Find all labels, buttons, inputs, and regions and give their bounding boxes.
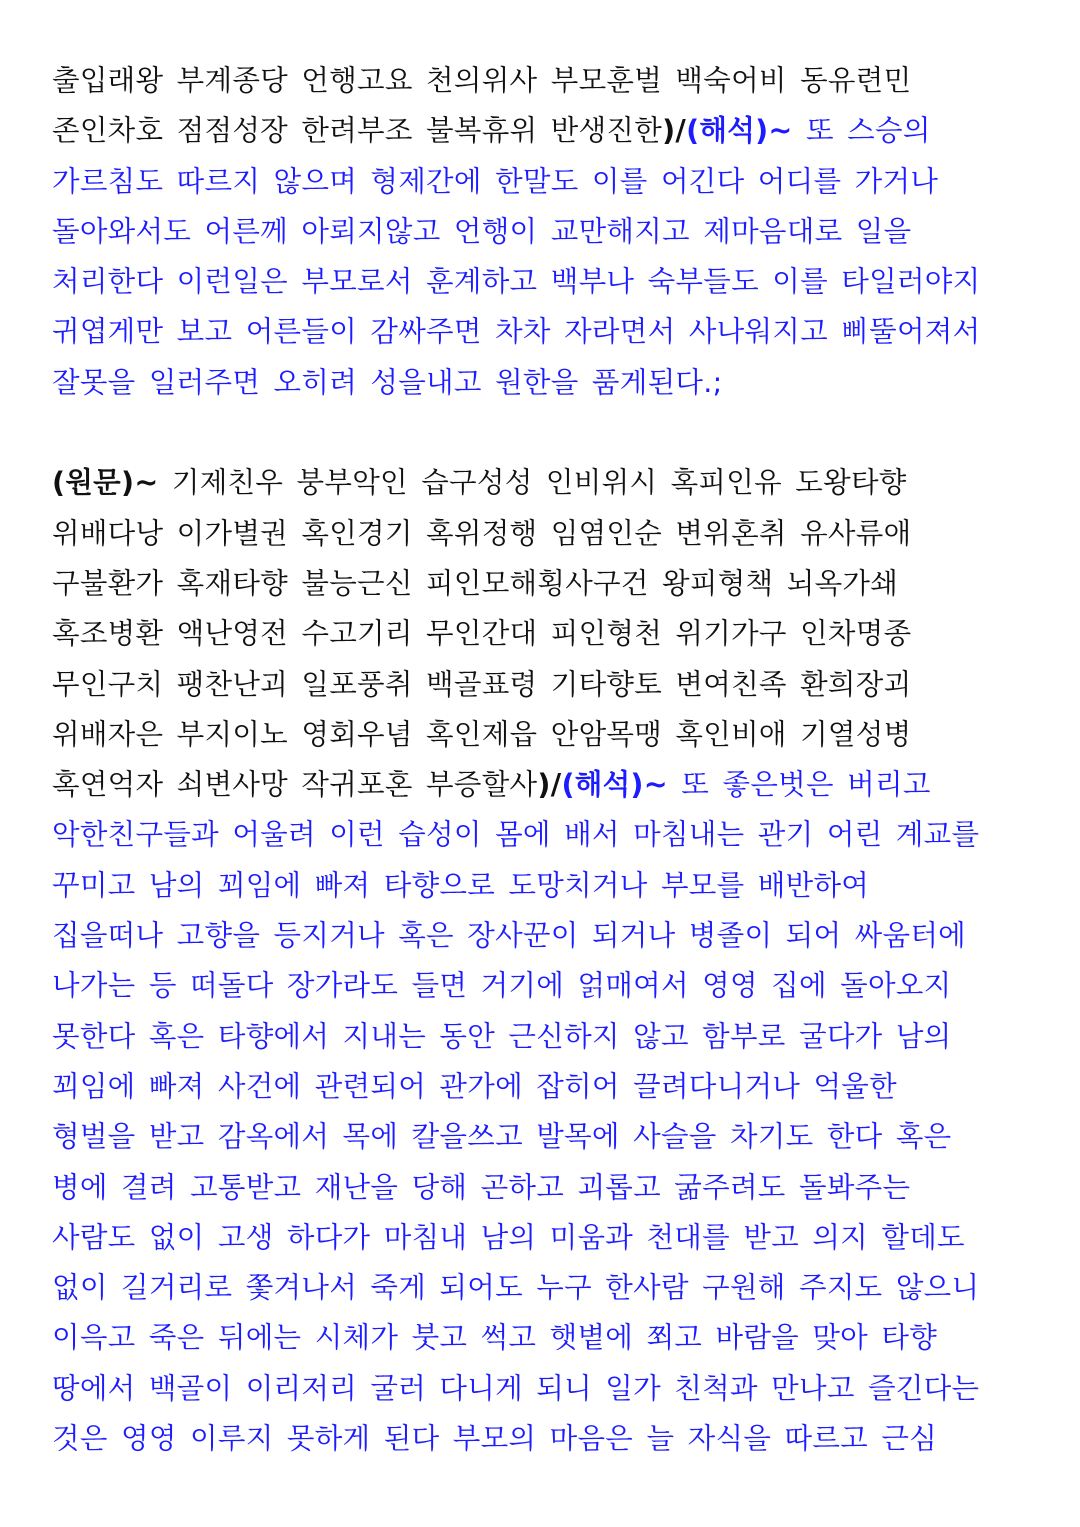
- original-text-line: 혹조병환 액난영전 수고기리 무인간대 피인형천 위기가구 인차명종: [52, 617, 912, 651]
- original-text-line: 위배자은 부지이노 영회우념 혹인제읍 안암목맹 혹인비애 기열성병: [52, 717, 912, 751]
- translation-line: 꾀임에 빠져 사건에 관련되어 관가에 잡히어 끌려다니거나 억울한: [52, 1069, 897, 1103]
- translation-line: 꾸미고 남의 꾀임에 빠져 타향으로 도망치거나 부모를 배반하여: [52, 868, 870, 902]
- original-text-line: [52, 458, 1052, 508]
- translation-text: 또 좋은벗은 버리고: [667, 768, 931, 802]
- translation-line: 없이 길거리로 쫓겨나서 죽게 되어도 누구 한사람 구원해 주지도 않으니: [52, 1271, 980, 1305]
- translation-line: 처리한다 이런일은 부모로서 훈계하고 백부나 숙부들도 이를 타일러야지: [52, 265, 981, 299]
- original-label: (원문)~: [52, 466, 159, 500]
- original-text-line: 무인구치 팽찬난괴 일포풍취 백골표령 기타향토 변여친족 환희장괴: [52, 667, 912, 701]
- translation-line: 사람도 없이 고생 하다가 마침내 남의 미움과 천대를 받고 의지 할데도: [52, 1220, 965, 1254]
- translation-label: (해석)~: [561, 768, 668, 802]
- translation-line: 못한다 혹은 타향에서 지내는 동안 근신하지 않고 함부로 굴다가 남의: [52, 1019, 952, 1053]
- translation-line: 귀엽게만 보고 어른들이 감싸주면 차차 자라면서 사나워지고 삐뚤어져서: [52, 315, 981, 349]
- paragraph-gap: [52, 408, 1052, 458]
- translation-label: (해석)~: [686, 114, 793, 148]
- original-close-marker: )/: [662, 114, 687, 148]
- translation-line: 형벌을 받고 감옥에서 목에 칼을쓰고 발목에 사슬을 차기도 한다 혹은: [52, 1120, 952, 1154]
- translation-text: 또 스승의: [792, 114, 931, 148]
- original-text: 존인차호 점점성장 한려부조 불복휴위 반생진한: [52, 114, 663, 148]
- original-text: 기제친우 붕부악인 습구성성 인비위시 혹피인유 도왕타향: [158, 466, 907, 500]
- translation-line: 땅에서 백골이 이리저리 굴러 다니게 되니 일가 친척과 만나고 즐긴다는: [52, 1371, 980, 1405]
- original-text-line: 구불환가 혹재타향 불능근신 피인모해횡사구건 왕피형책 뇌옥가쇄: [52, 566, 899, 600]
- document-page: [52, 56, 1052, 1464]
- original-text: 혹연억자 쇠변사망 작귀포혼 부증할사: [52, 768, 538, 802]
- translation-line: 병에 결려 고통받고 재난을 당해 곤하고 괴롭고 굶주려도 돌봐주는: [52, 1170, 911, 1204]
- original-close-marker: )/: [537, 768, 562, 802]
- translation-line: 잘못을 일러주면 오히려 성을내고 원한을 품게된다.;: [52, 365, 723, 399]
- translation-line: 악한친구들과 어울려 이런 습성이 몸에 배서 마침내는 관기 어린 계교를: [52, 818, 980, 852]
- original-text-line: 출입래왕 부계종당 언행고요 천의위사 부모훈벌 백숙어비 동유련민: [52, 64, 912, 97]
- translation-line: 이윽고 죽은 뒤에는 시체가 붓고 썩고 햇볕에 쬐고 바람을 맞아 타향: [52, 1321, 938, 1355]
- translation-line: 집을떠나 고향을 등지거나 혹은 장사꾼이 되거나 병졸이 되어 싸움터에: [52, 919, 966, 953]
- original-text-line: 위배다낭 이가별권 혹인경기 혹위정행 임염인순 변위혼취 유사류애: [52, 516, 912, 550]
- translation-line: 가르침도 따르지 않으며 형제간에 한말도 이를 어긴다 어디를 가거나: [52, 164, 939, 198]
- translation-line: 돌아와서도 어른께 아뢰지않고 언행이 교만해지고 제마음대로 일을: [52, 214, 912, 248]
- translation-line: 것은 영영 이루지 못하게 된다 부모의 마음은 늘 자식을 따르고 근심: [52, 1422, 938, 1456]
- translation-line: 나가는 등 떠돌다 장가라도 들면 거기에 얽매여서 영영 집에 돌아오지: [52, 969, 952, 1003]
- original-text-line: [52, 760, 1052, 810]
- original-text-line: [52, 106, 1052, 156]
